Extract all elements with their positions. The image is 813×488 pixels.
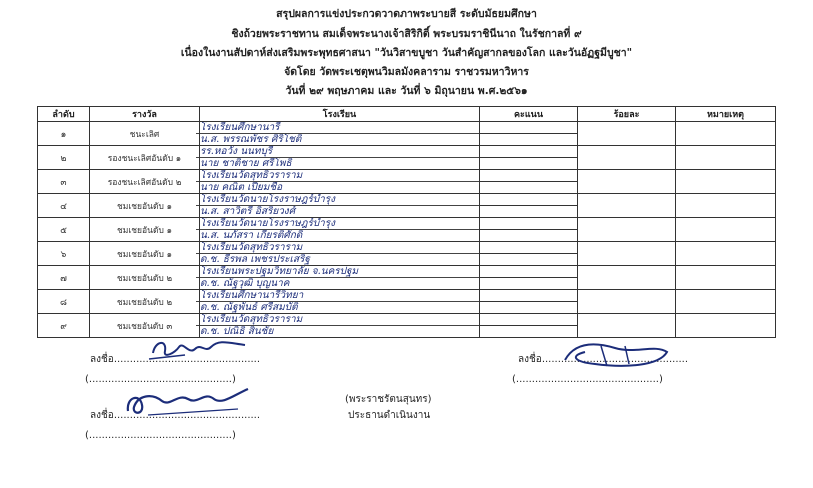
score-cell — [480, 314, 578, 326]
teacher-name: น.ส. พรรณพัชร ศิริโชติ — [196, 133, 483, 145]
score-cell — [480, 146, 578, 158]
teacher-name: ด.ช. ณัฐวุฒิ บุญนาค — [196, 277, 483, 289]
chair-title: ประธานดำเนินงาน — [348, 410, 431, 421]
table-row — [38, 218, 776, 230]
percent-cell — [578, 218, 676, 242]
note-cell — [676, 266, 776, 290]
school-name: โรงเรียนวัดนายโรงราษฎร์บำรุง — [200, 218, 336, 229]
award-cell: ชมเชยอันดับ ๑ — [90, 194, 200, 218]
school-name: โรงเรียนศึกษานารีวิทยา — [200, 290, 304, 301]
percent-cell — [578, 170, 676, 194]
percent-cell — [578, 122, 676, 146]
school-name: โรงเรียนวัดสุทธิวราราม — [200, 170, 303, 181]
col-header-note: หมายเหตุ — [676, 107, 776, 122]
score-cell — [480, 254, 578, 266]
signature-dots: .............................................. — [113, 410, 261, 421]
table-row — [38, 242, 776, 254]
note-cell — [676, 218, 776, 242]
signature-dots: .............................................. — [113, 354, 261, 365]
school-cell — [200, 146, 480, 170]
note-cell — [676, 170, 776, 194]
score-cell — [480, 242, 578, 254]
school-cell — [200, 194, 480, 218]
col-header-score: คะแนน — [480, 107, 578, 122]
score-cell — [480, 266, 578, 278]
note-cell — [676, 290, 776, 314]
school-cell — [200, 170, 480, 194]
percent-cell — [578, 290, 676, 314]
school-name: โรงเรียนศึกษานารี — [200, 122, 280, 133]
note-cell — [676, 314, 776, 338]
rank-cell: ๖ — [38, 242, 90, 266]
title-line-2: ชิงถ้วยพระราชทาน สมเด็จพระนางเจ้าสิริกิติ์ พระบรมราชินีนาถ ในรัชกาลที่ ๙ — [231, 28, 582, 40]
award-cell: ชนะเลิศ — [90, 122, 200, 146]
rank-cell: ๙ — [38, 314, 90, 338]
sign-label: ลงชื่อ — [90, 354, 114, 365]
rank-cell: ๕ — [38, 218, 90, 242]
paren-line-left-top: (.............................................) — [85, 374, 236, 385]
teacher-name: นาย คณิต เปี่ยมชื่อ — [196, 181, 483, 193]
percent-cell — [578, 242, 676, 266]
title-line-1: สรุปผลการแข่งประกวดวาดภาพระบายสี ระดับมัธยมศึกษา — [276, 8, 537, 20]
paren-line-right: (.............................................) — [512, 374, 663, 385]
signature-scrawl-right — [555, 338, 675, 372]
percent-cell — [578, 146, 676, 170]
award-cell: ชมเชยอันดับ ๑ — [90, 218, 200, 242]
teacher-name: นาย ชาติชาย ศรีโพธิ์ — [196, 157, 483, 169]
percent-cell — [578, 194, 676, 218]
table-row — [38, 290, 776, 302]
school-name: โรงเรียนวัดนายโรงราษฎร์บำรุง — [200, 194, 336, 205]
note-cell — [676, 146, 776, 170]
school-cell — [200, 218, 480, 242]
score-cell — [480, 326, 578, 338]
table-body — [38, 122, 776, 338]
title-line-3: เนื่องในงานสัปดาห์ส่งเสริมพระพุทธศาสนา "วันวิสาขบูชา วันสำคัญสากลของโลก และวันอัฏฐมีบูชา" — [180, 47, 633, 59]
col-header-school: โรงเรียน — [200, 107, 480, 122]
note-cell — [676, 242, 776, 266]
teacher-name: น.ส. นภัสรา เกียรติศักดิ์ — [196, 229, 483, 241]
title-line-5: วันที่ ๒๙ พฤษภาคม และ วันที่ ๖ มิถุนายน พ.ศ.๒๕๖๑ — [285, 85, 528, 97]
rank-cell: ๘ — [38, 290, 90, 314]
award-cell: ชมเชยอันดับ ๑ — [90, 242, 200, 266]
award-cell: ชมเชยอันดับ ๓ — [90, 314, 200, 338]
signature-scrawl-left-bottom — [118, 385, 258, 419]
percent-cell — [578, 266, 676, 290]
rank-cell: ๑ — [38, 122, 90, 146]
score-cell — [480, 122, 578, 134]
score-cell — [480, 182, 578, 194]
school-name: โรงเรียนพระปฐมวิทยาลัย จ.นครปฐม — [200, 266, 359, 277]
score-cell — [480, 278, 578, 290]
table-row — [38, 170, 776, 182]
signature-dots: .............................................. — [541, 354, 689, 365]
teacher-name: ด.ช. ณัฐพันธ์ ศรีสมบัติ — [196, 301, 483, 313]
sign-label: ลงชื่อ — [518, 354, 542, 365]
school-name: โรงเรียนวัดสุทธิวราราม — [200, 314, 303, 325]
score-cell — [480, 230, 578, 242]
note-cell — [676, 194, 776, 218]
table-row — [38, 266, 776, 278]
table-row — [38, 146, 776, 158]
chair-name: (พระราชรัตนสุนทร) — [345, 394, 432, 405]
award-cell: ชมเชยอันดับ ๒ — [90, 290, 200, 314]
col-header-percent: ร้อยละ — [578, 107, 676, 122]
table-row — [38, 314, 776, 326]
score-cell — [480, 290, 578, 302]
rank-cell: ๗ — [38, 266, 90, 290]
school-cell — [200, 266, 480, 290]
note-cell — [676, 122, 776, 146]
score-cell — [480, 170, 578, 182]
score-cell — [480, 158, 578, 170]
results-table — [37, 106, 776, 338]
title-line-4: จัดโดย วัดพระเชตุพนวิมลมังคลาราม ราชวรมหาวิหาร — [284, 66, 529, 78]
col-header-award: รางวัล — [90, 107, 200, 122]
signature-scrawl-left-top — [145, 333, 255, 363]
paren-line-left-bottom: (.............................................) — [85, 430, 236, 441]
school-name: รร.หอวัง นนทบุรี — [200, 146, 273, 157]
table-row — [38, 122, 776, 134]
school-cell — [200, 242, 480, 266]
school-cell — [200, 122, 480, 146]
award-cell: รองชนะเลิศอันดับ ๒ — [90, 170, 200, 194]
award-cell: รองชนะเลิศอันดับ ๑ — [90, 146, 200, 170]
col-header-rank: ลำดับ — [38, 107, 90, 122]
score-cell — [480, 302, 578, 314]
rank-cell: ๓ — [38, 170, 90, 194]
teacher-name: ด.ช. ปณิธิ สินชัย — [196, 325, 483, 337]
score-cell — [480, 194, 578, 206]
rank-cell: ๔ — [38, 194, 90, 218]
score-cell — [480, 134, 578, 146]
table-row — [38, 194, 776, 206]
teacher-name: น.ส. สาวิตรี อิสริยวงศ์ — [196, 205, 483, 217]
percent-cell — [578, 314, 676, 338]
teacher-name: ด.ช. ธีรพล เพชรประเสริฐ — [196, 253, 483, 265]
table-header-row — [38, 107, 776, 122]
score-cell — [480, 218, 578, 230]
school-cell — [200, 290, 480, 314]
award-cell: ชมเชยอันดับ ๒ — [90, 266, 200, 290]
rank-cell: ๒ — [38, 146, 90, 170]
score-cell — [480, 206, 578, 218]
sign-label: ลงชื่อ — [90, 410, 114, 421]
school-name: โรงเรียนวัดสุทธิวราราม — [200, 242, 303, 253]
